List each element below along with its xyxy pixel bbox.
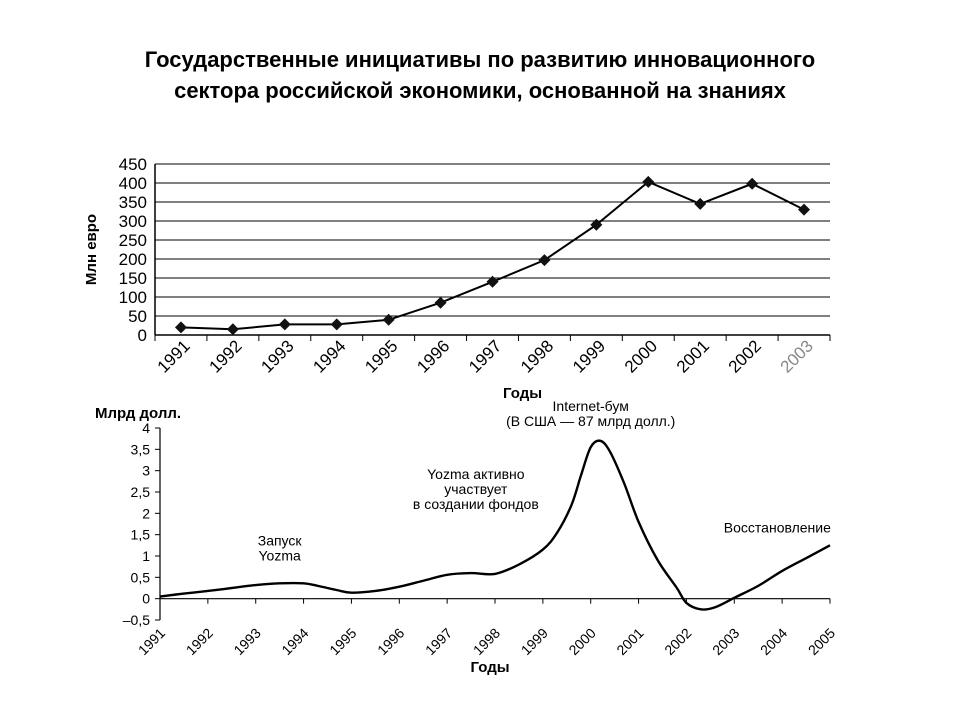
y-tick-label: 0: [142, 590, 150, 607]
x-tick-label: 1991: [153, 336, 194, 377]
x-tick-label: 1993: [230, 624, 264, 659]
x-tick-label: 2000: [620, 336, 662, 377]
annotation: [413, 466, 539, 512]
x-tick-label: 1999: [568, 336, 610, 377]
annotation-text: в создании фондов: [412, 496, 539, 513]
x-tick-label: 1992: [182, 624, 216, 659]
title-line-2: сектора российской экономики, основанной на знаниях: [174, 78, 786, 103]
annotation-text: Yozma активно: [427, 466, 525, 483]
y-tick-label: 3,5: [130, 441, 150, 458]
x-tick-label: 1999: [517, 624, 551, 659]
y-tick-label: 50: [128, 307, 147, 326]
x-tick-label: 2004: [756, 624, 791, 659]
x-tick-label: 1996: [413, 336, 454, 377]
annotation-text: (В США — 87 млрд долл.): [506, 412, 676, 429]
annotation-text: Internet-бум: [552, 397, 629, 414]
annotation-text: участвует: [444, 481, 508, 498]
y-tick-label: 250: [118, 231, 147, 250]
y-tick-label: 100: [118, 288, 147, 307]
annotation: [506, 398, 675, 429]
x-tick-label: 2001: [613, 624, 647, 659]
y-tick-label: –0,5: [122, 612, 150, 628]
y-tick-label: 150: [118, 269, 147, 288]
x-tick-label: 1994: [278, 624, 312, 659]
y-tick-label: 4: [142, 420, 150, 436]
y-tick-label: 2,5: [130, 484, 150, 500]
y-tick-label: 3: [142, 462, 150, 479]
y-tick-label: 450: [118, 155, 147, 174]
x-tick-label: 2002: [724, 336, 765, 377]
x-tick-label: 1991: [134, 624, 169, 659]
annotation-text: Запуск: [257, 532, 302, 549]
y-tick-label: 350: [118, 193, 147, 212]
annotation-text: Yozma: [258, 547, 301, 564]
x-tick-label: 1996: [374, 624, 408, 659]
x-tick-label: 2003: [709, 624, 743, 659]
y-tick-label: 2: [142, 505, 150, 522]
annotation-text: Восстановление: [723, 519, 831, 536]
y-tick-label: 300: [118, 212, 147, 231]
title-line-1: Государственные инициативы по развитию инновационного: [144, 47, 816, 72]
y-axis-label: Млн евро: [83, 213, 100, 286]
x-axis-label: Годы: [470, 659, 510, 676]
y-tick-label: 1: [142, 548, 150, 564]
x-tick-label: 2002: [661, 624, 695, 659]
annotation: [258, 532, 303, 563]
x-tick-label: 1997: [421, 624, 456, 659]
x-tick-label: 1997: [465, 336, 506, 377]
y-tick-label: 0,5: [130, 569, 150, 586]
x-tick-label: 2001: [672, 336, 714, 377]
x-tick-label: 1995: [361, 336, 402, 377]
x-tick-label: 1994: [309, 336, 350, 377]
x-tick-label: 1998: [469, 624, 504, 659]
y-axis-label: Млрд долл.: [95, 405, 182, 422]
y-tick-label: 200: [118, 250, 147, 269]
x-axis-label: Годы: [502, 385, 543, 402]
x-tick-label: 2003: [776, 336, 817, 377]
y-tick-label: 1,5: [130, 526, 150, 543]
x-tick-label: 2000: [565, 624, 599, 659]
x-tick-label: 1998: [517, 336, 558, 377]
y-tick-label: 0: [137, 326, 147, 345]
y-tick-label: 400: [118, 174, 147, 193]
x-tick-label: 1995: [326, 624, 360, 659]
annotation: [724, 520, 831, 536]
x-tick-label: 2005: [804, 624, 839, 659]
x-tick-label: 1992: [205, 336, 246, 377]
x-tick-label: 1993: [257, 336, 298, 377]
